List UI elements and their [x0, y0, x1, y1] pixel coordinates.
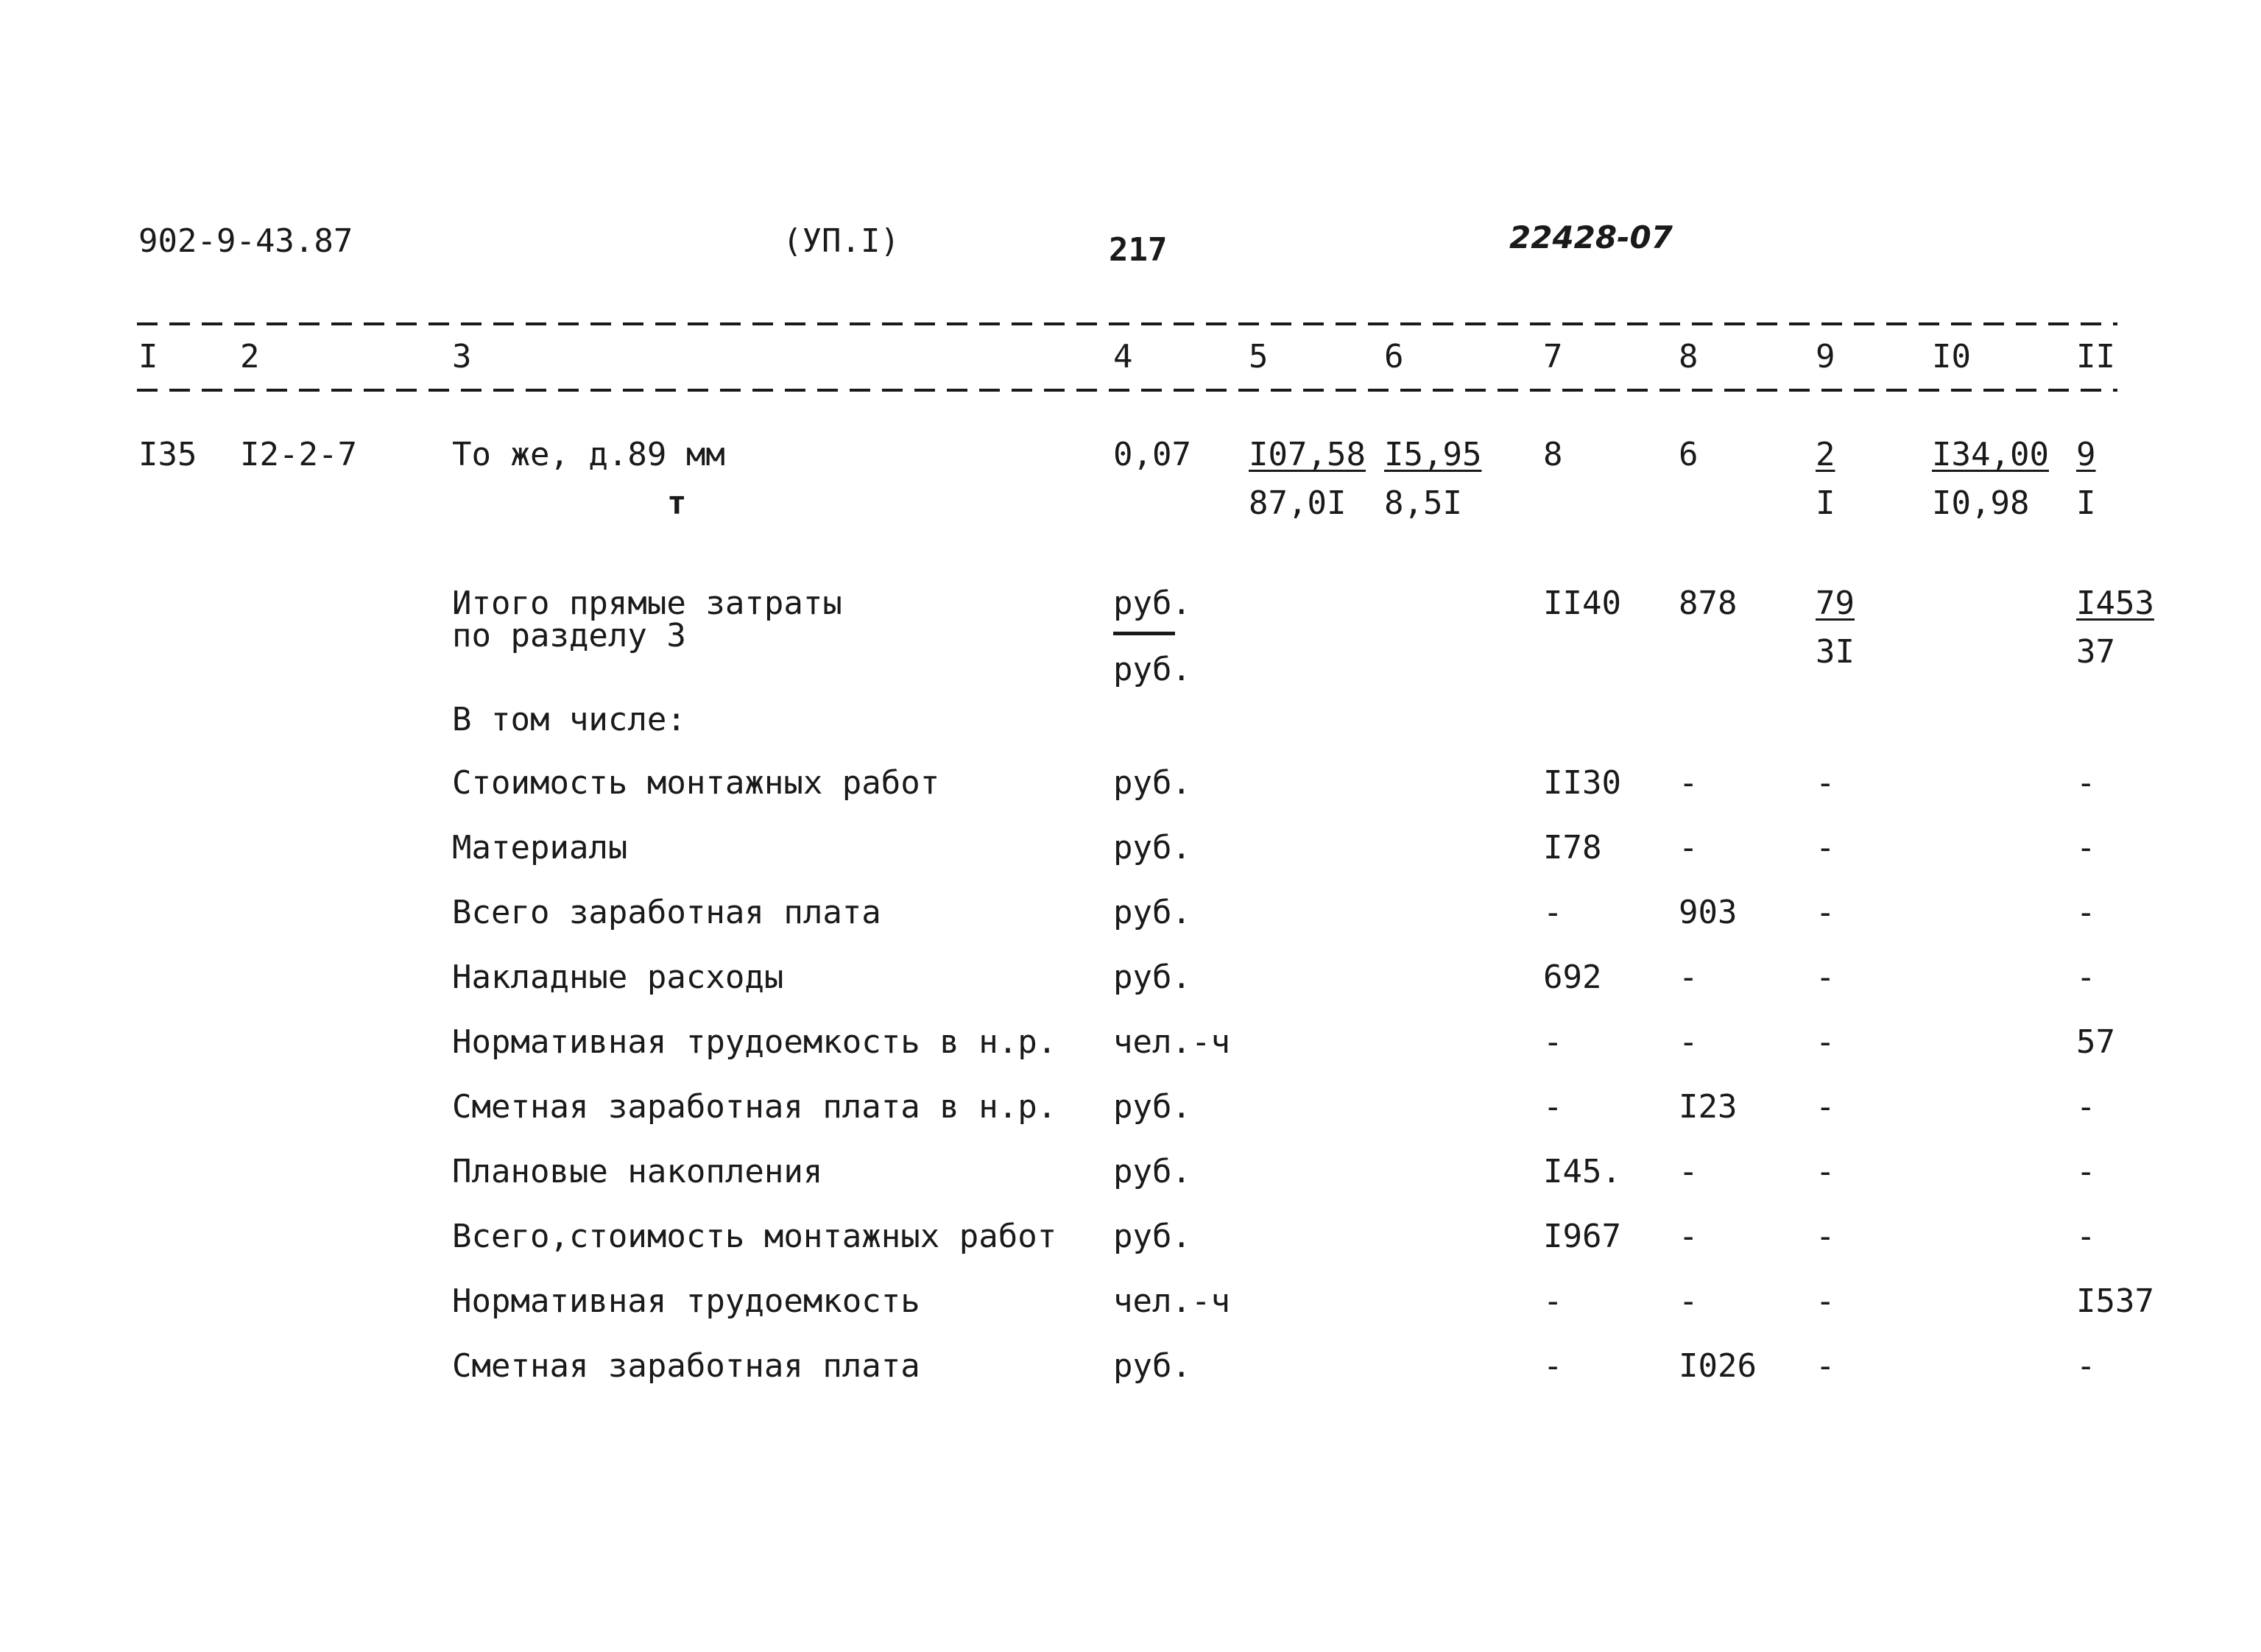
row-unit: чел.-ч [1113, 1282, 1230, 1320]
row-col7: - [1543, 894, 1563, 931]
total-label-line2: по разделу 3 [452, 617, 686, 654]
row-col9: - [1816, 959, 1835, 996]
row-col8: I23 [1679, 1088, 1738, 1126]
row-col8: - [1679, 764, 1699, 802]
row-label: Сметная заработная плата [452, 1347, 920, 1385]
col-9-header: 9 [1816, 338, 1835, 375]
item-col5-top: I07,58 [1249, 436, 1366, 473]
item-unit: т [667, 484, 687, 522]
row-col7: I967 [1543, 1218, 1621, 1255]
row-col9: - [1816, 1347, 1835, 1385]
item-col6-top: I5,95 [1384, 436, 1482, 473]
col-3-header: 3 [452, 338, 472, 375]
row-unit: руб. [1113, 959, 1191, 996]
row-col8: 903 [1679, 894, 1738, 931]
row-col11: - [2076, 1088, 2096, 1126]
item-quantity: 0,07 [1113, 436, 1191, 473]
document-code: 902-9-43.87 [138, 222, 353, 260]
item-col9-top: 2 [1816, 436, 1835, 473]
row-label: Накладные расходы [452, 959, 784, 996]
row-unit: руб. [1113, 1088, 1191, 1126]
row-col11: - [2076, 1347, 2096, 1385]
header-rule-bottom [137, 389, 2117, 392]
total-unit-top: руб. [1113, 585, 1191, 622]
item-col11-top: 9 [2076, 436, 2096, 473]
row-col11: - [2076, 1218, 2096, 1255]
including-label: В том числе: [452, 701, 686, 738]
header-rule-top [137, 322, 2117, 325]
item-col8: 6 [1679, 436, 1699, 473]
row-unit: руб. [1113, 829, 1191, 866]
row-unit: руб. [1113, 1347, 1191, 1385]
item-code: I2-2-7 [240, 436, 357, 473]
row-col8: - [1679, 1282, 1699, 1320]
row-col9: - [1816, 1153, 1835, 1190]
unit-fraction-bar [1113, 632, 1175, 635]
col-6-header: 6 [1384, 338, 1404, 375]
row-col7: I45. [1543, 1153, 1621, 1190]
row-col8: I026 [1679, 1347, 1757, 1385]
row-label: Нормативная трудоемкость [452, 1282, 920, 1320]
row-col11: - [2076, 1153, 2096, 1190]
row-label: Стоимость монтажных работ [452, 764, 940, 802]
col-11-header: II [2076, 338, 2115, 375]
row-label: Всего,стоимость монтажных работ [452, 1218, 1057, 1255]
row-col9: - [1816, 764, 1835, 802]
row-unit: руб. [1113, 894, 1191, 931]
item-number: I35 [138, 436, 197, 473]
col-5-header: 5 [1249, 338, 1269, 375]
page-number: 217 [1109, 231, 1168, 269]
row-col8: - [1679, 1153, 1699, 1190]
col-4-header: 4 [1113, 338, 1133, 375]
album-reference: (УП.I) [783, 222, 900, 260]
col-1-header: I [138, 338, 158, 375]
row-col7: I78 [1543, 829, 1602, 866]
total-col9-bottom: 3I [1816, 633, 1855, 671]
item-col7: 8 [1543, 436, 1563, 473]
item-col10-top: I34,00 [1932, 436, 2049, 473]
row-col7: - [1543, 1282, 1563, 1320]
total-col11-bottom: 37 [2076, 633, 2115, 671]
total-label-line1: Итого прямые затраты [452, 585, 842, 622]
row-label: Всего заработная плата [452, 894, 881, 931]
total-col7: II40 [1543, 585, 1621, 622]
row-col11: - [2076, 959, 2096, 996]
total-col9-top: 79 [1816, 585, 1855, 622]
row-unit: руб. [1113, 1218, 1191, 1255]
row-col9: - [1816, 1088, 1835, 1126]
row-col11: - [2076, 894, 2096, 931]
row-col7: II30 [1543, 764, 1621, 802]
row-col11: 57 [2076, 1023, 2115, 1061]
row-label: Материалы [452, 829, 628, 866]
row-col9: - [1816, 829, 1835, 866]
col-7-header: 7 [1543, 338, 1563, 375]
item-col5-bottom: 87,0I [1249, 484, 1347, 522]
item-col9-bottom: I [1816, 484, 1835, 522]
row-col8: - [1679, 829, 1699, 866]
item-name: То же, д.89 мм [452, 436, 725, 473]
item-col11-bottom: I [2076, 484, 2096, 522]
row-col11: - [2076, 764, 2096, 802]
row-col8: - [1679, 1218, 1699, 1255]
row-col7: 692 [1543, 959, 1602, 996]
row-col9: - [1816, 894, 1835, 931]
row-col9: - [1816, 1218, 1835, 1255]
total-col11-top: I453 [2076, 585, 2154, 622]
row-col7: - [1543, 1023, 1563, 1061]
row-label: Нормативная трудоемкость в н.р. [452, 1023, 1057, 1061]
row-label: Плановые накопления [452, 1153, 823, 1190]
inventory-number: 22428-07 [1509, 219, 1673, 255]
row-col9: - [1816, 1023, 1835, 1061]
item-col10-bottom: I0,98 [1932, 484, 2030, 522]
col-2-header: 2 [240, 338, 260, 375]
row-unit: чел.-ч [1113, 1023, 1230, 1061]
row-unit: руб. [1113, 764, 1191, 802]
row-label: Сметная заработная плата в н.р. [452, 1088, 1057, 1126]
row-col9: - [1816, 1282, 1835, 1320]
row-col7: - [1543, 1088, 1563, 1126]
col-8-header: 8 [1679, 338, 1699, 375]
row-col8: - [1679, 959, 1699, 996]
row-col11: - [2076, 829, 2096, 866]
row-unit: руб. [1113, 1153, 1191, 1190]
row-col11: I537 [2076, 1282, 2154, 1320]
total-col8: 878 [1679, 585, 1738, 622]
row-col7: - [1543, 1347, 1563, 1385]
item-col6-bottom: 8,5I [1384, 484, 1462, 522]
col-10-header: I0 [1932, 338, 1971, 375]
row-col8: - [1679, 1023, 1699, 1061]
total-unit-bottom: руб. [1113, 651, 1191, 688]
